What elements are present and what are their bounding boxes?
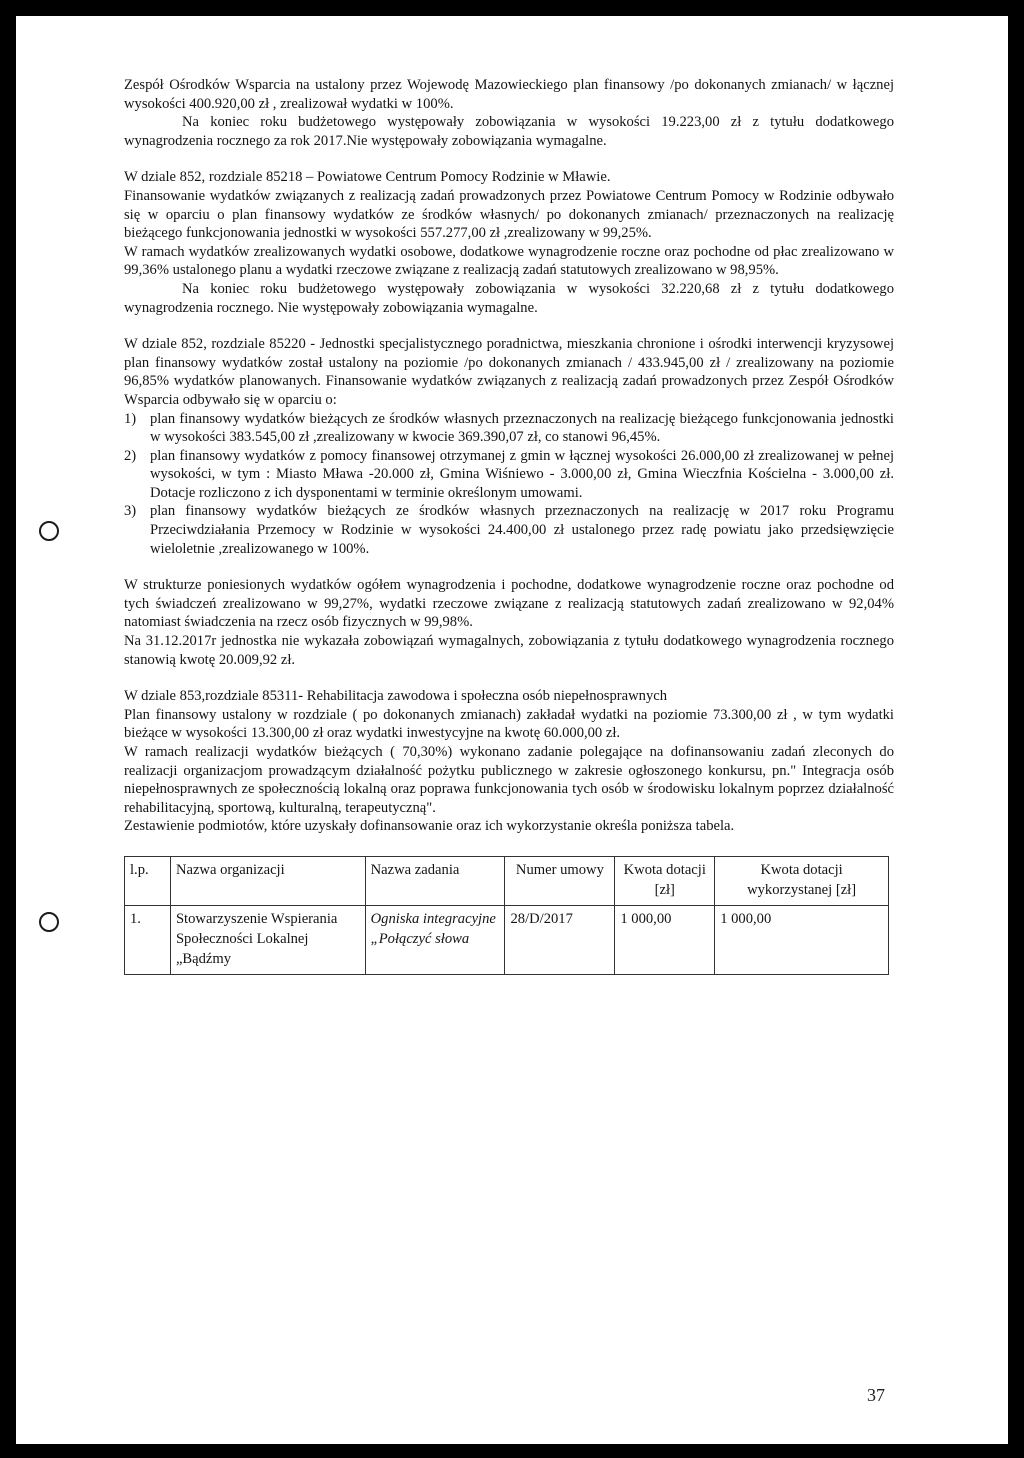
column-header: Kwota dotacji [zł] — [615, 856, 715, 905]
paragraph: W strukturze poniesionych wydatków ogółem wynagrodzenia i pochodne, dodatkowe wynagrodzenie roczne oraz pochodne od tych świadczeń zrealizowano w 99,27%, wydatki rzeczowe związane z realizacją statutowych zadań zrealizowano w 92,04% natomiast świadczenia na rzecz osób fizycznych w 99,98%. — [124, 577, 894, 631]
table-cell: Ogniska integracyjne „Połączyć słowa — [365, 905, 505, 974]
table-cell: Stowarzyszenie Wspierania Społeczności Lokalnej „Bądźmy — [170, 905, 365, 974]
paragraph: Na koniec roku budżetowego występowały zobowiązania w wysokości 19.223,00 zł z tytułu dodatkowego wynagrodzenia rocznego za rok 2017.Nie występowały zobowiązania wymagalne. — [124, 114, 894, 149]
paragraph: Na koniec roku budżetowego występowały zobowiązania w wysokości 32.220,68 zł z tytułu dodatkowego wynagrodzenia rocznego. Nie występowały zobowiązania wymagalne. — [124, 280, 894, 316]
list-item-number: 3) — [124, 503, 137, 520]
section-heading: W dziale 853,rozdziale 85311- Rehabilitacja zawodowa i społeczna osób niepełnosprawnych — [124, 688, 668, 705]
table-cell: 1. — [125, 905, 171, 974]
column-header: Nazwa organizacji — [170, 856, 365, 905]
document-body — [124, 76, 894, 975]
list-item-number: 1) — [124, 410, 137, 427]
paragraph: W ramach wydatków zrealizowanych wydatki osobowe, dodatkowe wynagrodzenie roczne oraz pochodne od płac zrealizowano w 99,36% ustalonego planu a wydatki rzeczowe związane z realizacją zadań statutowych zrealizowano w 98,95%. — [124, 243, 894, 279]
table-cell: 1 000,00 — [715, 905, 889, 974]
paragraph: Plan finansowy ustalony w rozdziale ( po dokonanych zmianach) zakładał wydatki na poziomie 73.300,00 zł , w tym wydatki bieżące w wysokości 13.300,00 zł oraz wydatki inwestycyjne na kwotę 60.000,00 zł. — [124, 706, 894, 742]
table-header-row — [125, 856, 889, 905]
paragraph: Na 31.12.2017r jednostka nie wykazała zobowiązań wymagalnych, zobowiązania z tytułu dodatkowego wynagrodzenia rocznego stanowią kwotę 20.009,92 zł. — [124, 633, 894, 668]
column-header: Numer umowy — [505, 856, 615, 905]
table-row — [125, 905, 889, 974]
page-number: 37 — [867, 1385, 885, 1405]
column-header: Kwota dotacji wykorzystanej [zł] — [715, 856, 889, 905]
paragraph: Zestawienie podmiotów, które uzyskały dofinansowanie oraz ich wykorzystanie określa poniższa tabela. — [124, 818, 735, 835]
list-item-text: plan finansowy wydatków z pomocy finansowej otrzymanej z gmin w łącznej wysokości 26.000,00 zł zrealizowanej w pełnej wysokości, w tym : Miasto Mława -20.000 zł, Gmina Wiśniewo - 3.000,00 zł, Gmina Wieczfnia Kościelna - 3.000,00 zł. Dotacje rozliczono z ich dysponentami w terminie określonym umowami. — [150, 447, 894, 501]
binder-hole-icon — [39, 912, 59, 932]
numbered-list — [124, 410, 894, 559]
list-item — [124, 447, 894, 503]
list-item-text: plan finansowy wydatków bieżących ze środków własnych przeznaczonych na realizację bieżącego funkcjonowania jednostki w wysokości 383.545,00 zł ,zrealizowany w kwocie 369.390,07 zł, co stanowi 96,45%. — [150, 410, 894, 446]
paragraph: W dziale 852, rozdziale 85220 - Jednostki specjalistycznego poradnictwa, mieszkania chronione i ośrodki interwencji kryzysowej plan finansowy wydatków został ustalony na poziomie /po dokonanych zmianach / 433.945,00 zł / zrealizowany na poziomie 96,85% wydatków planowanych. Finansowanie wydatków związanych z realizacją zadań prowadzonych przez Zespół Ośrodków Wsparcia odbywało się w oparciu o: — [124, 336, 894, 408]
binder-hole-icon — [39, 521, 59, 541]
paragraph: Zespół Ośrodków Wsparcia na ustalony przez Wojewodę Mazowieckiego plan finansowy /po dokonanych zmianach/ w łącznej wysokości 400.920,00 zł , zrealizował wydatki w 100%. — [124, 77, 894, 112]
list-item — [124, 502, 894, 558]
grants-table — [124, 856, 889, 975]
table-cell: 1 000,00 — [615, 905, 715, 974]
list-item — [124, 410, 894, 447]
list-item-text: plan finansowy wydatków bieżących ze środków własnych przeznaczonych na realizację w 2017 roku Programu Przeciwdziałania Przemocy w Rodzinie w wysokości 24.400,00 zł ustalonego przez radę powiatu jako przedsięwzięcie wieloletnie ,zrealizowanego w 100%. — [150, 503, 894, 557]
column-header: l.p. — [125, 856, 171, 905]
table-cell: 28/D/2017 — [505, 905, 615, 974]
paragraph: Finansowanie wydatków związanych z realizacją zadań prowadzonych przez Powiatowe Centrum Pomocy w Rodzinie odbywało się w oparciu o plan finansowy wydatków ze środków własnych/ po dokonanych zmianach/ przeznaczonych na realizację bieżącego funkcjonowania jednostki w wysokości 557.277,00 zł ,zrealizowany w 99,25%. — [124, 187, 894, 242]
section-heading: W dziale 852, rozdziale 85218 – Powiatowe Centrum Pomocy Rodzinie w Mławie. — [124, 169, 611, 186]
list-item-number: 2) — [124, 447, 137, 464]
column-header: Nazwa zadania — [365, 856, 505, 905]
paragraph: W ramach realizacji wydatków bieżących ( 70,30%) wykonano zadanie polegające na dofinansowaniu zadań zleconych do realizacji organizacjom prowadzącym działalność pożytku publicznego w zakresie ogłoszonego konkursu, pn." Integracja osób niepełnosprawnych ze społecznością lokalną oraz poprawa funkcjonowania tych osób w środowisku lokalnym poprzez działalność rehabilitacyjną, sportową, kulturalną, terapeutyczną". — [124, 744, 894, 816]
